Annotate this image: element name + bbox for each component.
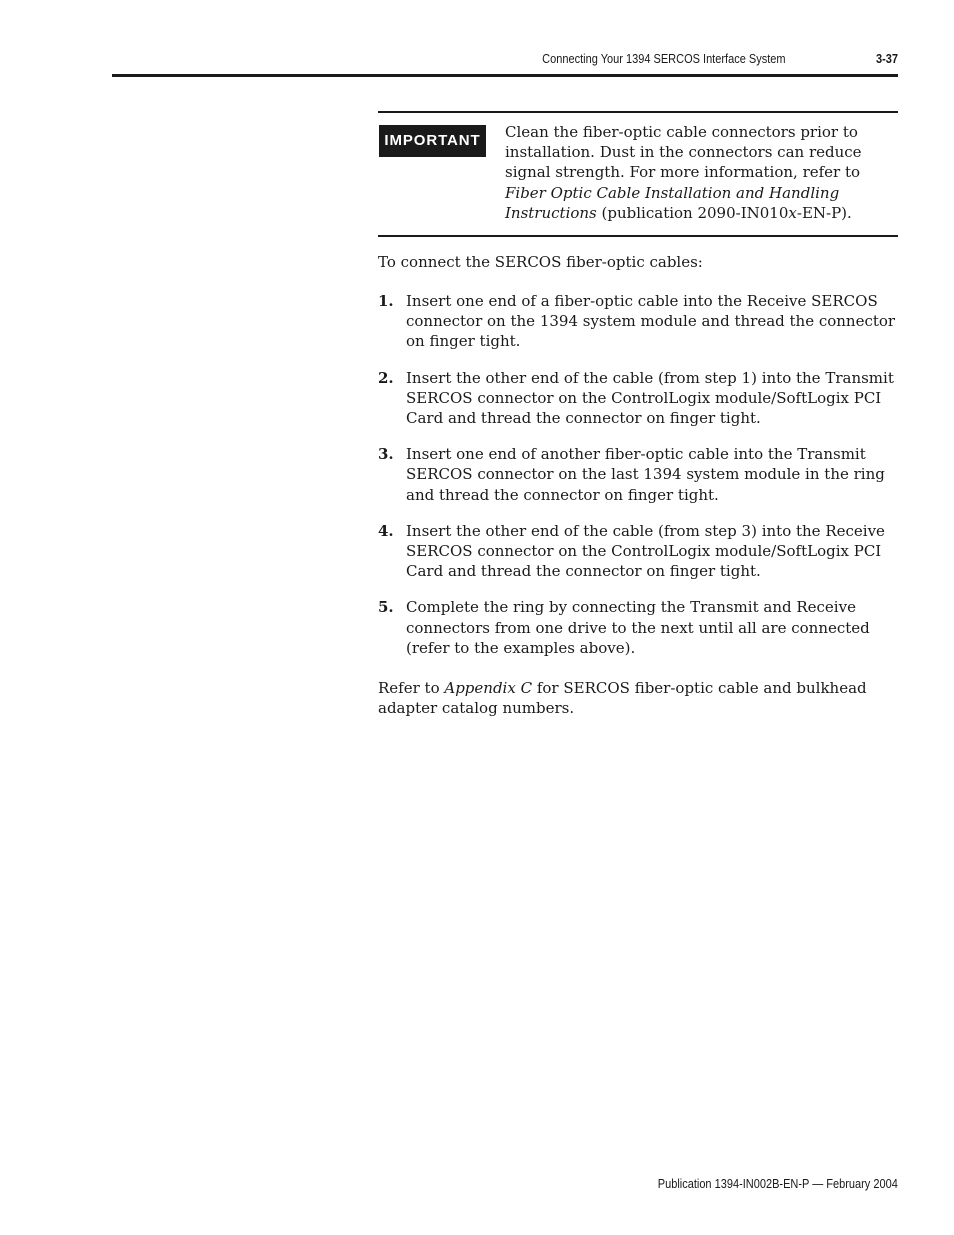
list-item — [378, 291, 898, 352]
important-callout — [378, 111, 898, 237]
step-number: 3. — [378, 445, 394, 464]
step-text: Insert one end of another fiber-optic cable into the Transmit SERCOS connector on the last 1394 system module in the ring and thread the connector on finger tight. — [406, 445, 885, 504]
important-label: IMPORTANT — [379, 125, 486, 157]
list-item — [378, 597, 898, 658]
step-text: Complete the ring by connecting the Transmit and Receive connectors from one drive to the next until all are connected (refer to the examples above). — [406, 598, 870, 657]
important-text-variable: x — [788, 203, 797, 222]
important-text-part2: (publication 2090-IN010 — [596, 203, 789, 222]
steps-list — [378, 291, 898, 674]
list-item — [378, 521, 898, 582]
step-number: 1. — [378, 292, 394, 310]
important-text — [505, 122, 897, 223]
intro-paragraph: To connect the SERCOS fiber-optic cables: — [378, 253, 703, 271]
list-item — [378, 368, 898, 429]
closing-text-part2: for SERCOS fiber-optic cable and bulkhead adapter catalog numbers. — [378, 679, 867, 718]
step-text: Insert the other end of the cable (from step 1) into the Transmit SERCOS connector on the ControlLogix module/SoftLogix PCI Card and thread the connector on finger tight. — [406, 368, 894, 428]
step-number: 5. — [378, 598, 394, 617]
header-rule — [112, 74, 898, 77]
step-number: 4. — [378, 521, 394, 540]
running-head — [112, 52, 898, 70]
important-text-part3: -EN-P). — [796, 203, 852, 222]
step-text: Insert one end of a fiber-optic cable into the Receive SERCOS connector on the 1394 system module and thread the connector on finger tight. — [406, 292, 896, 351]
appendix-reference: Appendix C — [444, 679, 533, 697]
running-head-title: Connecting Your 1394 SERCOS Interface System — [542, 52, 786, 66]
footer-publication: Publication 1394-IN002B-EN-P — February 2004 — [657, 1177, 898, 1191]
step-text: Insert the other end of the cable (from step 3) into the Receive SERCOS connector on the ControlLogix module/SoftLogix PCI Card and thread the connector on finger tight. — [406, 521, 885, 581]
page-number: 3-37 — [875, 52, 898, 66]
list-item — [378, 444, 898, 505]
closing-paragraph — [378, 678, 898, 718]
step-number: 2. — [378, 368, 394, 387]
closing-text-part1: Refer to — [378, 679, 445, 697]
important-text-reference: Fiber Optic Cable Installation and Handling Instructions — [505, 183, 840, 222]
important-text-part1: Clean the fiber-optic cable connectors prior to installation. Dust in the connectors can reduce signal strength. For more information, refer to — [505, 123, 862, 182]
